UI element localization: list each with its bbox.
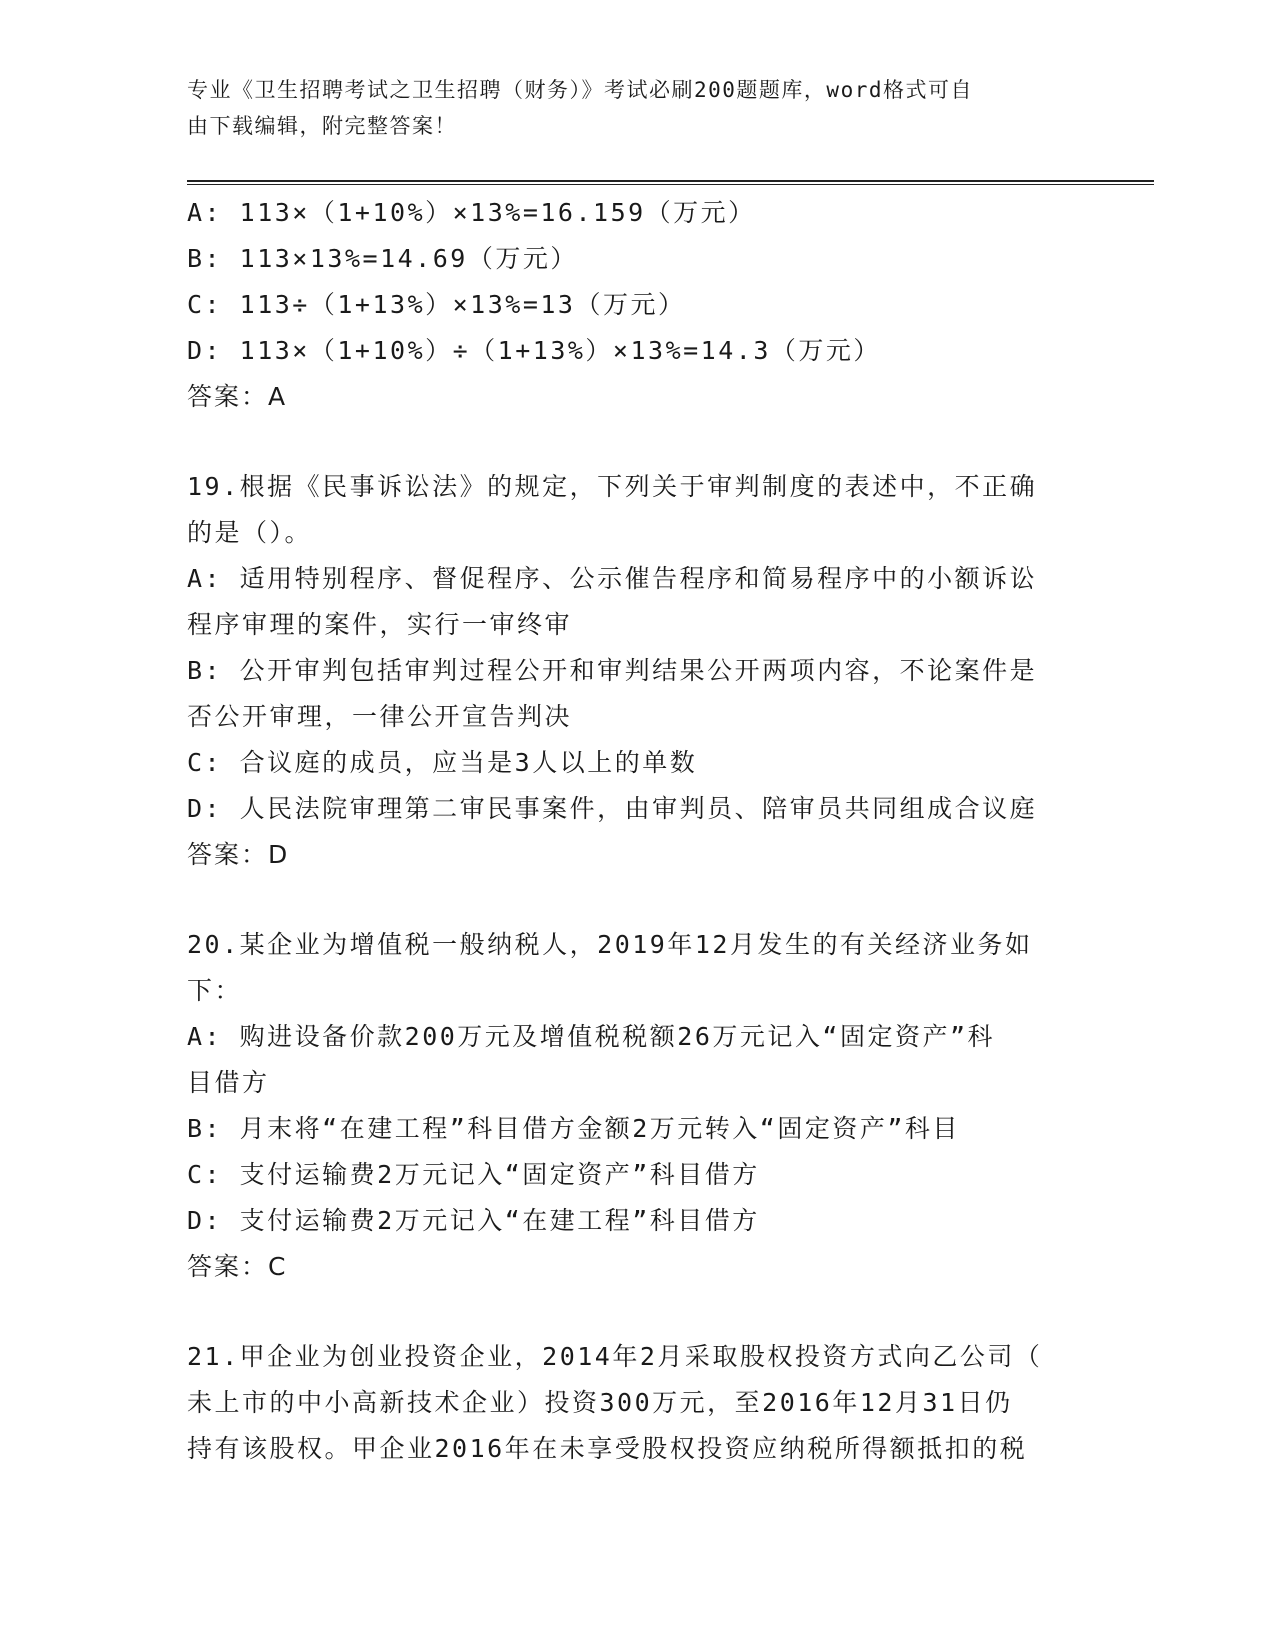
header-divider-thick xyxy=(187,180,1154,182)
option-a-cont: 目借方 xyxy=(187,1068,270,1097)
question-stem: 未上市的中小高新技术企业）投资300万元，至2016年12月31日仍 xyxy=(187,1388,1013,1417)
question-stem: 的是（）。 xyxy=(187,518,313,547)
question-stem: 21.甲企业为创业投资企业，2014年2月采取股权投资方式向乙公司（ xyxy=(187,1342,1043,1371)
option-d: D: 人民法院审理第二审民事案件，由审判员、陪审员共同组成合议庭 xyxy=(187,794,1038,823)
answer: 答案：A xyxy=(187,382,288,411)
spacer xyxy=(187,878,1087,922)
option-b: B: 113×13%=14.69（万元） xyxy=(187,244,578,273)
spacer xyxy=(187,420,1087,464)
option-b: B: 公开审判包括审判过程公开和审判结果公开两项内容，不论案件是 xyxy=(187,656,1038,685)
question-20 xyxy=(187,922,1087,1290)
option-c: C: 合议庭的成员，应当是3人以上的单数 xyxy=(187,748,698,777)
question-19 xyxy=(187,464,1087,878)
question-18 xyxy=(187,190,1087,420)
header-line-2: 由下载编辑，附完整答案！ xyxy=(187,114,457,138)
question-content xyxy=(187,190,1087,1472)
option-d: D: 113×（1+10%）÷（1+13%）×13%=14.3（万元） xyxy=(187,336,881,365)
question-stem: 持有该股权。甲企业2016年在未享受股权投资应纳税所得额抵扣的税 xyxy=(187,1434,1028,1463)
answer: 答案：C xyxy=(187,1252,288,1281)
option-b-cont: 否公开审理，一律公开宣告判决 xyxy=(187,702,573,731)
option-a: A: 113×（1+10%）×13%=16.159（万元） xyxy=(187,198,756,227)
option-a: A: 适用特别程序、督促程序、公示催告程序和简易程序中的小额诉讼 xyxy=(187,564,1038,593)
option-a-cont: 程序审理的案件，实行一审终审 xyxy=(187,610,573,639)
answer: 答案：D xyxy=(187,840,290,869)
spacer xyxy=(187,1290,1087,1334)
header-line-1: 专业《卫生招聘考试之卫生招聘（财务）》考试必刷200题题库，word格式可自 xyxy=(187,78,973,102)
question-stem: 20.某企业为增值税一般纳税人，2019年12月发生的有关经济业务如 xyxy=(187,930,1033,959)
option-d: D: 支付运输费2万元记入“在建工程”科目借方 xyxy=(187,1206,760,1235)
question-stem: 19.根据《民事诉讼法》的规定，下列关于审判制度的表述中，不正确 xyxy=(187,472,1038,501)
option-c: C: 支付运输费2万元记入“固定资产”科目借方 xyxy=(187,1160,760,1189)
header-divider-thin xyxy=(187,184,1154,185)
option-c: C: 113÷（1+13%）×13%=13（万元） xyxy=(187,290,686,319)
question-21 xyxy=(187,1334,1087,1472)
page-header xyxy=(187,72,1077,144)
question-stem: 下： xyxy=(187,976,243,1005)
option-b: B: 月末将“在建工程”科目借方金额2万元转入“固定资产”科目 xyxy=(187,1114,960,1143)
option-a: A: 购进设备价款200万元及增值税税额26万元记入“固定资产”科 xyxy=(187,1022,996,1051)
